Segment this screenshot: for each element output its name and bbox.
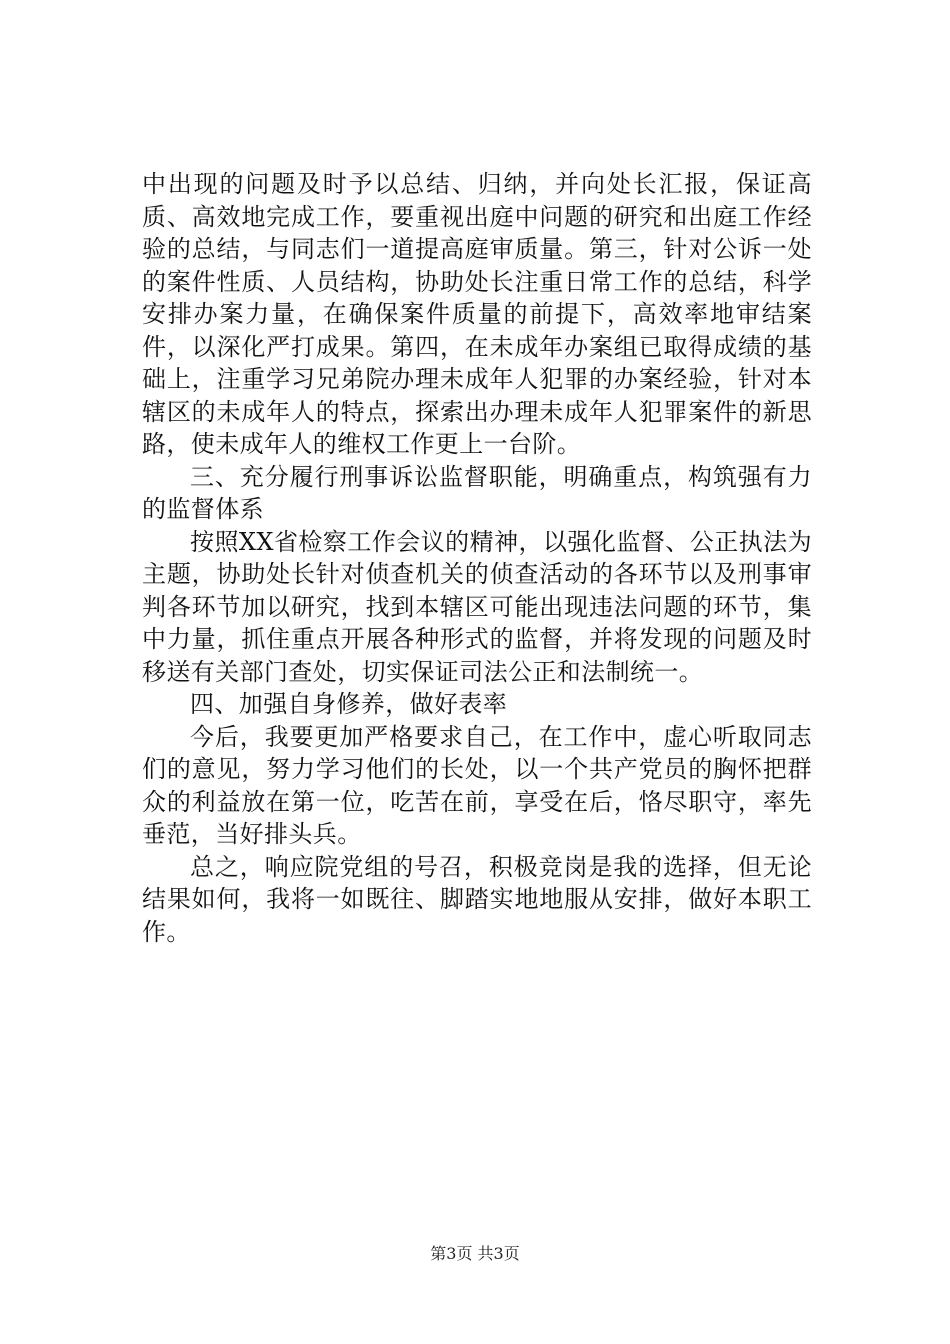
paragraph-continuation: 中出现的问题及时予以总结、归纳，并向处长汇报，保证高质、高效地完成工作，要重视出庭中问题的研究和出庭工作经验的总结，与同志们一道提高庭审质量。第三，针对公诉一处的案件性质、人员结构，协助处长注重日常工作的总结，科学安排办案力量，在确保案件质量的前提下，高效率地审结案件，以深化严打成果。第四，在未成年办案组已取得成绩的基础上，注重学习兄弟院办理未成年人犯罪的办案经验，针对本辖区的未成年人的特点，探索出办理未成年人犯罪案件的新思路，使未成年人的维权工作更上一台阶。 <box>142 170 812 458</box>
section-heading-four: 四、加强自身修养，做好表率 <box>190 690 508 718</box>
page-number-footer: 第3页 共3页 <box>430 1244 520 1263</box>
section-heading-three: 三、充分履行刑事诉讼监督职能，明确重点，构筑强有力的监督体系 <box>142 462 812 523</box>
paragraph-self-discipline: 今后，我要更加严格要求自己，在工作中，虚心听取同志们的意见，努力学习他们的长处，以一个共产党员的胸怀把群众的利益放在第一位，吃苦在前，享受在后，恪尽职守，率先垂范，当好排头兵。 <box>142 722 812 848</box>
paragraph-conclusion: 总之，响应院党组的号召，积极竞岗是我的选择，但无论结果如何，我将一如既往、脚踏实地地服从安排，做好本职工作。 <box>142 852 812 946</box>
paragraph-supervision: 按照XX省检察工作会议的精神，以强化监督、公正执法为主题，协助处长针对侦查机关的侦查活动的各环节以及刑事审判各环节加以研究，找到本辖区可能出现违法问题的环节，集中力量，抓住重点开展各种形式的监督，并将发现的问题及时移送有关部门查处，切实保证司法公正和法制统一。 <box>142 527 812 686</box>
document-body <box>142 168 812 948</box>
